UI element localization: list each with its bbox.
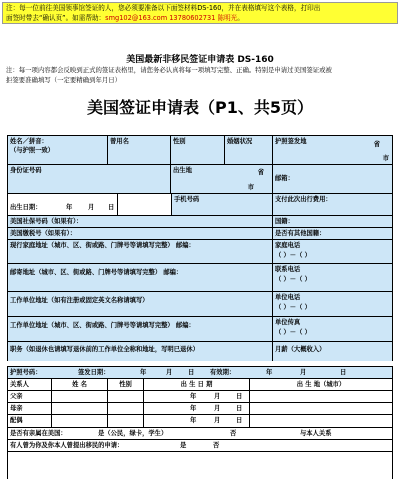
cell-mail-addr[interactable] xyxy=(8,264,273,291)
issue-date-label: 签发日期： xyxy=(78,369,110,376)
mother-birthplace[interactable] xyxy=(250,403,392,414)
dob-day: 日 xyxy=(108,204,115,211)
cell-dob[interactable] xyxy=(8,194,118,215)
visited-no[interactable]: 否 xyxy=(213,442,220,449)
passport-issue-label: 护照签发地 xyxy=(275,138,307,145)
row-passport xyxy=(8,367,392,379)
cell-position[interactable] xyxy=(8,342,273,361)
spouse-label: 配偶 xyxy=(10,417,23,424)
cell-income[interactable] xyxy=(273,342,392,361)
relatives-yes[interactable]: 是（公民，绿卡，学生） xyxy=(98,430,168,437)
father-year: 年 xyxy=(190,393,197,400)
validity-day: 日 xyxy=(340,369,347,376)
passport-no-label: 护照号码： xyxy=(10,369,42,376)
cell-dob-blank[interactable] xyxy=(118,194,172,215)
form-title-small: 美国最新非移民签证申请表 DS-160 xyxy=(126,55,274,65)
birthplace-label: 出生地 xyxy=(173,167,192,174)
cell-unit-fax[interactable] xyxy=(273,317,392,341)
mobile-label: 手机号码 xyxy=(174,196,200,203)
cell-id-no[interactable] xyxy=(8,165,171,193)
tax-no-label: 美国缴税号（如果有）： xyxy=(10,230,77,237)
position-label: 职务（如退休也请填写退休前的工作单位全称和地址，写明已退休） xyxy=(10,346,199,353)
cell-passport[interactable] xyxy=(8,367,392,378)
home-addr-label: 现行家庭地址（城市、区、街或路、门牌号等请填写完整） 邮编： xyxy=(10,242,195,249)
row-relatives xyxy=(8,428,392,440)
unit-phone-label: 单位电话 xyxy=(275,294,301,301)
home-phone-label: 家庭电话 xyxy=(275,242,301,249)
hdr-birthplace xyxy=(250,379,392,390)
relatives-question: 是否有亲属在美国： xyxy=(10,430,67,437)
validity-month: 月 xyxy=(300,369,307,376)
relatives-no[interactable]: 否 xyxy=(230,430,237,437)
row-visited xyxy=(8,440,392,452)
row-tax xyxy=(8,228,392,240)
cell-work-addr[interactable] xyxy=(8,292,273,316)
family-info-table xyxy=(7,366,393,479)
father-label: 父亲 xyxy=(10,393,23,400)
nationality-label: 国籍： xyxy=(275,218,294,225)
spouse-year: 年 xyxy=(190,417,197,424)
row-work-addr-2 xyxy=(8,317,392,342)
father-birthplace[interactable] xyxy=(250,391,392,402)
cell-former-name[interactable] xyxy=(108,136,171,164)
cell-trip-payer[interactable] xyxy=(273,194,392,215)
cell-father xyxy=(8,391,52,402)
notice-banner xyxy=(2,2,398,24)
mother-birth[interactable] xyxy=(144,403,250,414)
cell-home-addr[interactable] xyxy=(8,240,273,263)
mother-year: 年 xyxy=(190,405,197,412)
instructions-line-1: 注：每一项内容都会反映到正式的签证表格里，请您务必认真将每一项填写完整、正确。特别是申请过美国签证或被 xyxy=(6,66,332,74)
cell-nationality[interactable] xyxy=(273,216,392,227)
relation-to-me: 与本人关系 xyxy=(300,430,332,437)
spouse-gender[interactable] xyxy=(108,415,144,427)
spouse-name[interactable] xyxy=(52,415,108,427)
issue-month: 月 xyxy=(166,369,173,376)
email-label: 邮箱： xyxy=(275,175,294,182)
mother-label: 母亲 xyxy=(10,405,23,412)
home-phone-format: （ ）－（ ） xyxy=(275,252,311,259)
birthplace-header: 出 生 地（城市） xyxy=(296,381,346,388)
marital-label: 婚姻状况 xyxy=(227,138,253,145)
row-name xyxy=(8,136,392,165)
row-id xyxy=(8,165,392,194)
gender-header: 性别 xyxy=(119,381,132,388)
cell-relatives[interactable] xyxy=(8,428,392,439)
row-position xyxy=(8,342,392,361)
cell-ss-no[interactable] xyxy=(8,216,273,227)
cell-work-addr-2[interactable] xyxy=(8,317,273,341)
visited-yes[interactable]: 是 xyxy=(180,442,187,449)
unit-phone-format: （ ）－（ ） xyxy=(275,304,311,311)
cell-visited[interactable] xyxy=(8,440,392,451)
mother-day: 日 xyxy=(236,405,243,412)
row-family-header xyxy=(8,379,392,391)
cell-name[interactable] xyxy=(8,136,108,164)
mother-month: 月 xyxy=(214,405,221,412)
row-home-addr xyxy=(8,240,392,264)
spouse-day: 日 xyxy=(236,417,243,424)
mother-name[interactable] xyxy=(52,403,108,414)
hdr-relation xyxy=(8,379,52,390)
cell-tax-no[interactable] xyxy=(8,228,273,239)
row-mother xyxy=(8,403,392,415)
cell-passport-issue[interactable] xyxy=(273,136,392,164)
notice-contact: smg102@163.com 13780602731 陈明光 xyxy=(105,14,238,22)
dob-year: 年 xyxy=(66,204,73,211)
unit-fax-format: （ ）－（ ） xyxy=(275,329,311,336)
cell-spouse xyxy=(8,415,52,427)
trip-payer-label: 支付此次出行费用： xyxy=(275,196,332,203)
cell-birthplace[interactable] xyxy=(171,165,273,193)
province-label: 省 xyxy=(373,141,380,148)
father-month: 月 xyxy=(214,393,221,400)
cell-email[interactable] xyxy=(273,165,392,193)
page-title: 美国签证申请表（P1、共5页） xyxy=(87,98,313,117)
applicant-info-table xyxy=(7,135,393,361)
relation-header: 关系人 xyxy=(10,381,29,388)
cell-mother xyxy=(8,403,52,414)
birth-header: 出 生 日 期 xyxy=(180,381,213,388)
visited-question: 有人曾为你及你本人曾提出移民的申请： xyxy=(10,442,124,449)
province-label-2: 省 xyxy=(257,169,264,176)
dob-label: 出生日期： xyxy=(10,204,42,211)
dob-month: 月 xyxy=(88,204,95,211)
mother-gender[interactable] xyxy=(108,403,144,414)
issue-year: 年 xyxy=(140,369,147,376)
validity-year: 年 xyxy=(266,369,273,376)
cell-unit-phone[interactable] xyxy=(273,292,392,316)
notice-line-2-post: 。 xyxy=(237,14,244,22)
father-day: 日 xyxy=(236,393,243,400)
other-nat-label: 是否有其他国籍： xyxy=(275,230,326,237)
hdr-birth xyxy=(144,379,250,390)
income-label: 月薪（大概收入） xyxy=(275,346,326,353)
name-header: 姓 名 xyxy=(72,381,87,388)
cell-gender[interactable] xyxy=(171,136,225,164)
former-name-label: 曾用名 xyxy=(110,138,129,145)
father-gender[interactable] xyxy=(108,391,144,402)
id-no-label: 身份证号码 xyxy=(10,167,42,174)
row-spouse xyxy=(8,415,392,428)
work-addr-2-label: 工作单位地址（城市、区、街或路、门牌号等请填写完整） 邮编： xyxy=(10,322,195,329)
name-sub: （与护照一致） xyxy=(10,147,55,154)
contact-phone-label: 联系电话 xyxy=(275,266,301,273)
cell-other-nat[interactable] xyxy=(273,228,392,239)
row-work-addr xyxy=(8,292,392,317)
contact-phone-format: （ ）－（ ） xyxy=(275,276,311,283)
notice-line-2-pre: 面签时带去“确认页”。如需帮助： xyxy=(6,14,106,22)
instructions-line-2: 拒签要准确填写（一定要精确到年月日） xyxy=(6,76,122,84)
issue-day: 日 xyxy=(188,369,195,376)
spouse-birth[interactable] xyxy=(144,415,250,427)
notice-line-2 xyxy=(6,13,394,23)
cell-marital[interactable] xyxy=(225,136,273,164)
father-birth[interactable] xyxy=(144,391,250,402)
row-mail-addr xyxy=(8,264,392,292)
cell-contact-phone[interactable] xyxy=(273,264,392,291)
hdr-gender xyxy=(108,379,144,390)
mail-addr-label: 邮寄地址（城市、区、街或路、门牌号等请填写完整） 邮编： xyxy=(10,269,183,276)
cell-home-phone[interactable] xyxy=(273,240,392,263)
father-name[interactable] xyxy=(52,391,108,402)
city-label-2: 市 xyxy=(247,184,254,191)
hdr-name xyxy=(52,379,108,390)
gender-label: 性别 xyxy=(173,138,186,145)
unit-fax-label: 单位传真 xyxy=(275,319,301,326)
notice-line-1: 注：每一位前往美国领事馆签证的人，您必须要准备以下面签材料DS-160，并在表格填写这个表格，打印出 xyxy=(6,4,321,12)
validity-label: 有效期： xyxy=(210,369,236,376)
row-father xyxy=(8,391,392,403)
name-label: 姓名／拼音： xyxy=(10,138,48,145)
row-dob xyxy=(8,194,392,216)
ss-no-label: 美国社保号码（如果有）： xyxy=(10,218,83,225)
city-label: 市 xyxy=(382,155,389,162)
spouse-birthplace[interactable] xyxy=(250,415,392,427)
instructions xyxy=(6,65,396,85)
spouse-month: 月 xyxy=(214,417,221,424)
cell-mobile[interactable] xyxy=(172,194,273,215)
row-ss xyxy=(8,216,392,228)
work-addr-label: 工作单位地址（如有注册或固定英文名称请填写） xyxy=(10,297,149,304)
